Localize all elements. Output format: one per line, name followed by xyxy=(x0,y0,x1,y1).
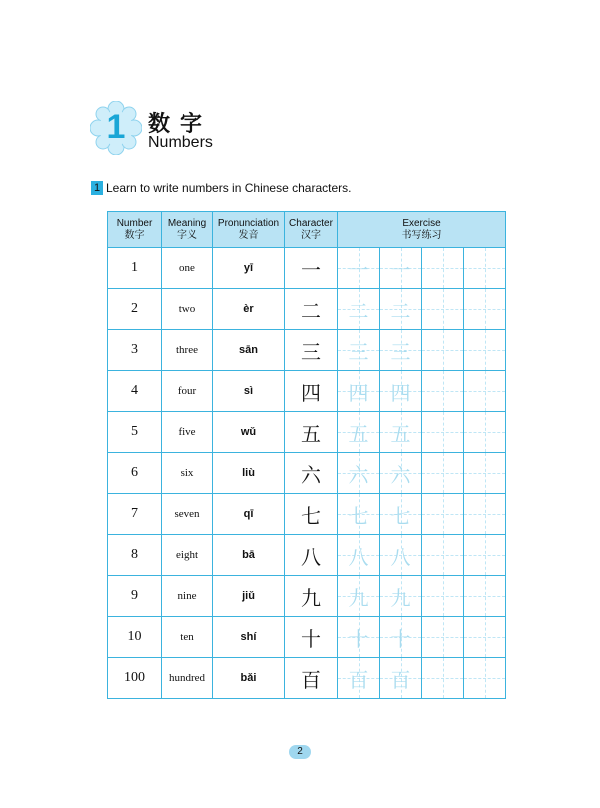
header-number xyxy=(108,212,162,248)
trace-character: 三 xyxy=(390,339,411,364)
grid-guide xyxy=(422,453,463,493)
writing-box[interactable] xyxy=(464,371,506,412)
lesson-number: 1 xyxy=(106,108,126,146)
writing-box[interactable] xyxy=(422,289,464,330)
cell-pinyin: sān xyxy=(213,330,285,371)
tracing-box[interactable] xyxy=(338,248,380,289)
grid-guide xyxy=(422,494,463,534)
grid-guide xyxy=(464,658,505,698)
grid-guide xyxy=(464,248,505,288)
tracing-box[interactable] xyxy=(380,371,422,412)
writing-box[interactable] xyxy=(464,248,506,289)
trace-character: 一 xyxy=(390,257,411,282)
cell-number: 2 xyxy=(108,289,162,330)
cell-number: 10 xyxy=(108,617,162,658)
writing-box[interactable] xyxy=(422,658,464,699)
tracing-box[interactable] xyxy=(380,330,422,371)
trace-character: 七 xyxy=(348,503,369,528)
table-row xyxy=(108,453,506,494)
trace-character: 八 xyxy=(348,544,369,569)
trace-character: 三 xyxy=(348,339,369,364)
cell-meaning: nine xyxy=(162,576,213,617)
cell-pinyin: jiǔ xyxy=(213,576,285,617)
cell-meaning: ten xyxy=(162,617,213,658)
writing-box[interactable] xyxy=(422,330,464,371)
header-exercise-cn: 书写练习 xyxy=(401,229,442,241)
tracing-box[interactable] xyxy=(380,412,422,453)
writing-box[interactable] xyxy=(464,617,506,658)
writing-box[interactable] xyxy=(464,576,506,617)
header-meaning xyxy=(162,212,213,248)
tracing-box[interactable] xyxy=(338,412,380,453)
table-row xyxy=(108,248,506,289)
cell-number: 6 xyxy=(108,453,162,494)
trace-character: 九 xyxy=(348,585,369,610)
header-number-en: Number xyxy=(116,217,153,229)
cell-character: 一 xyxy=(285,248,338,289)
cell-character: 九 xyxy=(285,576,338,617)
grid-guide xyxy=(422,289,463,329)
cell-pinyin: wǔ xyxy=(213,412,285,453)
writing-box[interactable] xyxy=(464,412,506,453)
cell-character: 四 xyxy=(285,371,338,412)
tracing-box[interactable] xyxy=(338,576,380,617)
tracing-box[interactable] xyxy=(338,658,380,699)
table-row xyxy=(108,330,506,371)
table-row xyxy=(108,617,506,658)
cell-meaning: two xyxy=(162,289,213,330)
tracing-box[interactable] xyxy=(380,289,422,330)
cell-character: 五 xyxy=(285,412,338,453)
cell-number: 3 xyxy=(108,330,162,371)
grid-guide xyxy=(464,330,505,370)
writing-box[interactable] xyxy=(422,576,464,617)
trace-character: 六 xyxy=(348,462,369,487)
cell-number: 1 xyxy=(108,248,162,289)
grid-guide xyxy=(464,576,505,616)
trace-character: 十 xyxy=(390,626,411,651)
trace-character: 五 xyxy=(390,421,411,446)
header-character-en: Character xyxy=(289,217,333,229)
trace-character: 九 xyxy=(390,585,411,610)
numbers-table xyxy=(107,211,506,699)
tracing-box[interactable] xyxy=(380,248,422,289)
writing-box[interactable] xyxy=(422,535,464,576)
cell-character: 二 xyxy=(285,289,338,330)
trace-character: 四 xyxy=(348,380,369,405)
trace-character: 百 xyxy=(390,667,411,692)
header-character-cn: 汉字 xyxy=(301,229,321,241)
cell-pinyin: yī xyxy=(213,248,285,289)
trace-character: 五 xyxy=(348,421,369,446)
writing-box[interactable] xyxy=(422,371,464,412)
trace-character: 六 xyxy=(390,462,411,487)
cell-number: 5 xyxy=(108,412,162,453)
tracing-box[interactable] xyxy=(380,658,422,699)
lesson-title-chinese: 数字 xyxy=(148,112,213,137)
cell-number: 7 xyxy=(108,494,162,535)
table-row xyxy=(108,371,506,412)
tracing-box[interactable] xyxy=(338,371,380,412)
grid-guide xyxy=(464,371,505,411)
writing-box[interactable] xyxy=(422,248,464,289)
lesson-title-english: Numbers xyxy=(148,134,213,151)
cell-meaning: four xyxy=(162,371,213,412)
writing-box[interactable] xyxy=(464,453,506,494)
cell-character: 三 xyxy=(285,330,338,371)
cell-pinyin: bǎi xyxy=(213,658,285,699)
writing-box[interactable] xyxy=(464,535,506,576)
writing-box[interactable] xyxy=(422,617,464,658)
trace-character: 七 xyxy=(390,503,411,528)
tracing-box[interactable] xyxy=(338,535,380,576)
cell-pinyin: shí xyxy=(213,617,285,658)
header-exercise-en: Exercise xyxy=(402,217,441,229)
cell-character: 百 xyxy=(285,658,338,699)
header-pronunciation-en: Pronunciation xyxy=(217,217,280,229)
tracing-box[interactable] xyxy=(380,576,422,617)
grid-guide xyxy=(422,412,463,452)
cell-pinyin: èr xyxy=(213,289,285,330)
trace-character: 四 xyxy=(390,380,411,405)
cell-character: 八 xyxy=(285,535,338,576)
grid-guide xyxy=(422,535,463,575)
grid-guide xyxy=(422,576,463,616)
cell-number: 8 xyxy=(108,535,162,576)
cell-meaning: eight xyxy=(162,535,213,576)
writing-box[interactable] xyxy=(464,289,506,330)
instruction xyxy=(91,181,351,195)
grid-guide xyxy=(464,617,505,657)
tracing-box[interactable] xyxy=(380,535,422,576)
trace-character: 十 xyxy=(348,626,369,651)
grid-guide xyxy=(464,453,505,493)
writing-box[interactable] xyxy=(422,412,464,453)
table-row xyxy=(108,535,506,576)
cell-meaning: three xyxy=(162,330,213,371)
cell-meaning: five xyxy=(162,412,213,453)
tracing-box[interactable] xyxy=(380,453,422,494)
tracing-box[interactable] xyxy=(380,617,422,658)
table-header-row xyxy=(108,212,506,248)
tracing-box[interactable] xyxy=(338,289,380,330)
writing-box[interactable] xyxy=(422,494,464,535)
table-row xyxy=(108,494,506,535)
grid-guide xyxy=(422,371,463,411)
tracing-box[interactable] xyxy=(338,494,380,535)
grid-guide xyxy=(464,289,505,329)
cell-number: 100 xyxy=(108,658,162,699)
table-row xyxy=(108,412,506,453)
header-meaning-en: Meaning xyxy=(167,217,207,229)
header-pronunciation-cn: 发音 xyxy=(238,229,259,241)
cell-character: 六 xyxy=(285,453,338,494)
cell-character: 十 xyxy=(285,617,338,658)
table-row xyxy=(108,658,506,699)
tracing-box[interactable] xyxy=(338,453,380,494)
writing-box[interactable] xyxy=(464,494,506,535)
cell-character: 七 xyxy=(285,494,338,535)
instruction-text: Learn to write numbers in Chinese characters. xyxy=(106,181,352,195)
header-character xyxy=(285,212,338,248)
grid-guide xyxy=(464,494,505,534)
cell-pinyin: liù xyxy=(213,453,285,494)
tracing-box[interactable] xyxy=(338,617,380,658)
cell-pinyin: bā xyxy=(213,535,285,576)
header-meaning-cn: 字义 xyxy=(177,229,197,241)
header-exercise xyxy=(338,212,506,248)
cell-meaning: hundred xyxy=(162,658,213,699)
cell-meaning: one xyxy=(162,248,213,289)
trace-character: 一 xyxy=(348,257,369,282)
cell-pinyin: qī xyxy=(213,494,285,535)
table-row xyxy=(108,289,506,330)
cell-number: 4 xyxy=(108,371,162,412)
grid-guide xyxy=(422,658,463,698)
trace-character: 二 xyxy=(390,298,411,323)
header-pronunciation xyxy=(213,212,285,248)
writing-box[interactable] xyxy=(422,453,464,494)
tracing-box[interactable] xyxy=(338,330,380,371)
writing-box[interactable] xyxy=(464,658,506,699)
cell-meaning: seven xyxy=(162,494,213,535)
table-row xyxy=(108,576,506,617)
grid-guide xyxy=(464,535,505,575)
grid-guide xyxy=(422,330,463,370)
grid-guide xyxy=(422,248,463,288)
cell-meaning: six xyxy=(162,453,213,494)
tracing-box[interactable] xyxy=(380,494,422,535)
trace-character: 八 xyxy=(390,544,411,569)
grid-guide xyxy=(422,617,463,657)
writing-box[interactable] xyxy=(464,330,506,371)
trace-character: 二 xyxy=(348,298,369,323)
trace-character: 百 xyxy=(348,667,369,692)
header-number-cn: 数字 xyxy=(124,229,145,241)
lesson-badge xyxy=(90,101,142,155)
cell-pinyin: sì xyxy=(213,371,285,412)
grid-guide xyxy=(464,412,505,452)
instruction-number: 1 xyxy=(91,181,103,195)
page-number: 2 xyxy=(289,745,311,759)
cell-number: 9 xyxy=(108,576,162,617)
